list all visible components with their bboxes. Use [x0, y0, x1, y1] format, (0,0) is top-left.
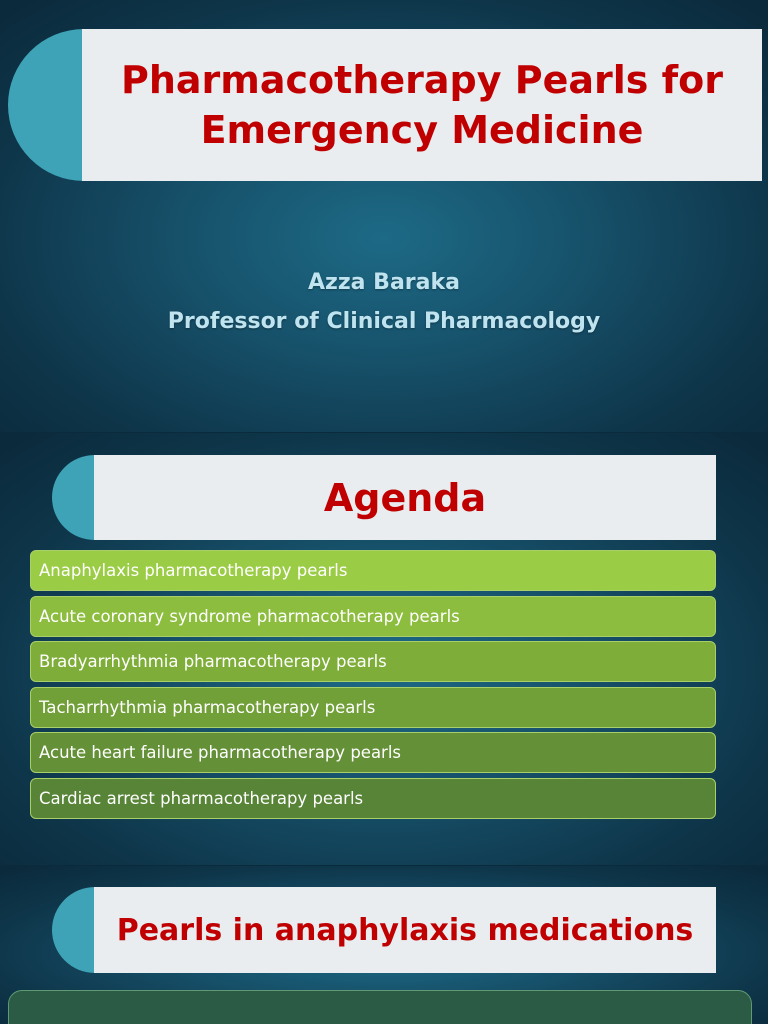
- agenda-item-anaphylaxis: Anaphylaxis pharmacotherapy pearls: [30, 550, 716, 591]
- author-name: Azza Baraka: [308, 270, 460, 295]
- anaphylaxis-title-banner: [52, 887, 716, 973]
- slide-agenda: [0, 433, 768, 865]
- title-banner-box: [82, 29, 762, 181]
- title-banner: [8, 29, 762, 181]
- author-role: Professor of Clinical Pharmacology: [167, 309, 601, 334]
- presentation-title: Pharmacotherapy Pearls for Emergency Medicine: [121, 58, 723, 152]
- agenda-item-tacharrhythmia: Tacharrhythmia pharmacotherapy pearls: [30, 687, 716, 728]
- anaphylaxis-title: Pearls in anaphylaxis medications: [116, 912, 694, 948]
- title-banner-box: [94, 455, 716, 540]
- content-box: [8, 990, 752, 1024]
- agenda-item-cardiac-arrest: Cardiac arrest pharmacotherapy pearls: [30, 778, 716, 819]
- agenda-list: [30, 550, 716, 824]
- slide-title: [0, 0, 768, 432]
- agenda-title: Agenda: [323, 475, 487, 520]
- title-banner-cap: [52, 887, 98, 973]
- title-banner-box: [94, 887, 716, 973]
- agenda-item-acute-heart-failure: Acute heart failure pharmacotherapy pearls: [30, 732, 716, 773]
- title-banner-cap: [8, 29, 88, 181]
- slide-anaphylaxis: [0, 866, 768, 1024]
- agenda-item-acute-coronary-syndrome: Acute coronary syndrome pharmacotherapy pearls: [30, 596, 716, 637]
- title-banner-cap: [52, 455, 98, 540]
- agenda-title-banner: [52, 455, 716, 540]
- agenda-item-bradyarrhythmia: Bradyarrhythmia pharmacotherapy pearls: [30, 641, 716, 682]
